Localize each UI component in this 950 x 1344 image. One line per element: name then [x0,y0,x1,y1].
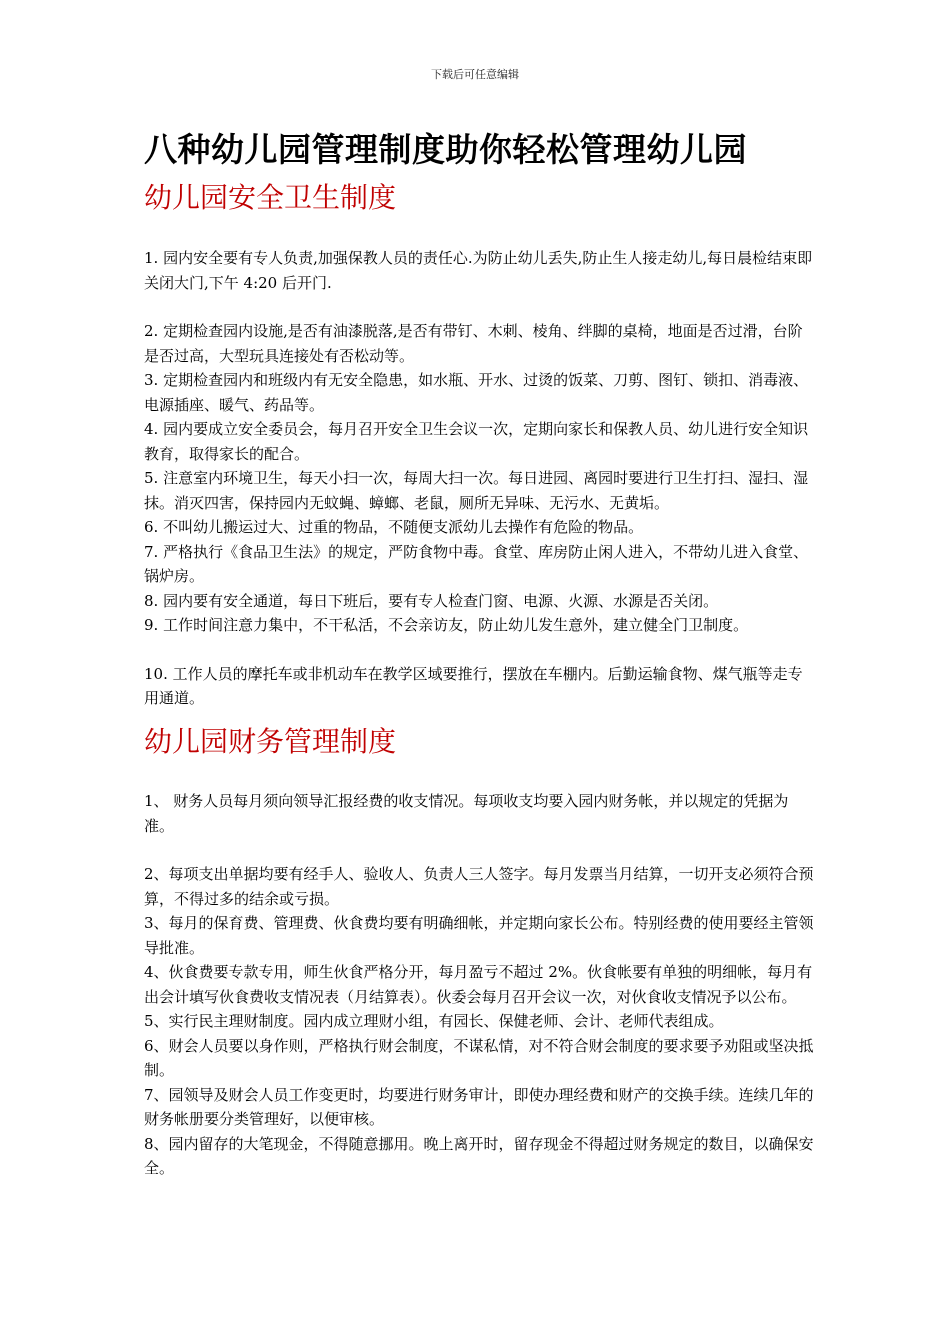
paragraph: 5. 注意室内环境卫生，每天小扫一次，每周大扫一次。每日进园、离园时要进行卫生打扫、湿扫、湿抹。消灭四害，保持园内无蚊蝇、蟑螂、老鼠，厕所无异味、无污水、无黄垢。 [144,469,809,512]
paragraph: 7、园领导及财会人员工作变更时，均要进行财务审计，即使办理经费和财产的交换手续。连续几年的财务帐册要分类管理好，以便审核。 [144,1085,814,1128]
paragraph: 3. 定期检查园内和班级内有无安全隐患，如水瓶、开水、过烫的饭菜、刀剪、图钉、锁扣、消毒液、电源插座、暖气、药品等。 [144,371,809,414]
paragraph: 6、财会人员要以身作则，严格执行财会制度，不谋私情，对不符合财会制度的要求要予劝阻或坚决抵制。 [144,1036,814,1079]
finance-rules [144,789,814,1181]
paragraph: 2. 定期检查园内设施,是否有油漆脱落,是否有带钉、木刺、棱角、绊脚的桌椅，地面是否过滑，台阶是否过高，大型玩具连接处有否松动等。 [144,322,803,365]
safety-rules [144,246,814,711]
paragraph: 7. 严格执行《食品卫生法》的规定，严防食物中毒。食堂、库房防止闲人进入，不带幼儿进入食堂、锅炉房。 [144,542,809,585]
section-heading-finance: 幼儿园财务管理制度 [144,725,397,758]
paragraph: 9. 工作时间注意力集中，不干私活，不会亲访友，防止幼儿发生意外，建立健全门卫制度。 [144,616,749,634]
paragraph: 1、 财务人员每月须向领导汇报经费的收支情况。每项收支均要入园内财务帐，并以规定的凭据为准。 [144,792,789,835]
paragraph: 4、伙食费要专款专用，师生伙食严格分开，每月盈亏不超过 2%。伙食帐要有单独的明细帐，每月有出会计填写伙食费收支情况表（月结算表）。伙委会每月召开会议一次，对伙食收支情况予以公布。 [144,963,813,1006]
paragraph: 1. 园内安全要有专人负责,加强保教人员的责任心.为防止幼儿丢失,防止生人接走幼儿,每日晨检结束即关闭大门,下午 4:20 后开门. [144,249,813,292]
paragraph: 2、每项支出单据均要有经手人、验收人、负责人三人签字。每月发票当月结算，一切开支必须符合预算，不得过多的结余或亏损。 [144,865,814,908]
paragraph: 3、每月的保育费、管理费、伙食费均要有明确细帐，并定期向家长公布。特别经费的使用要经主管领导批准。 [144,914,814,957]
paragraph: 4. 园内要成立安全委员会，每月召开安全卫生会议一次，定期向家长和保教人员、幼儿进行安全知识教育，取得家长的配合。 [144,420,809,463]
document-title: 八种幼儿园管理制度助你轻松管理幼儿园 [144,130,747,169]
paragraph: 6. 不叫幼儿搬运过大、过重的物品，不随便支派幼儿去操作有危险的物品。 [144,518,644,536]
paragraph: 5、实行民主理财制度。园内成立理财小组，有园长、保健老师、会计、老师代表组成。 [144,1012,724,1030]
paragraph: 8、园内留存的大笔现金，不得随意挪用。晚上离开时，留存现金不得超过财务规定的数目，以确保安全。 [144,1134,814,1177]
header-note: 下载后可任意编辑 [431,68,519,81]
paragraph: 10. 工作人员的摩托车或非机动车在教学区域要推行，摆放在车棚内。后勤运输食物、煤气瓶等走专用通道。 [144,664,803,707]
section-heading-safety: 幼儿园安全卫生制度 [144,181,397,214]
paragraph: 8. 园内要有安全通道，每日下班后，要有专人检查门窗、电源、火源、水源是否关闭。 [144,591,719,610]
